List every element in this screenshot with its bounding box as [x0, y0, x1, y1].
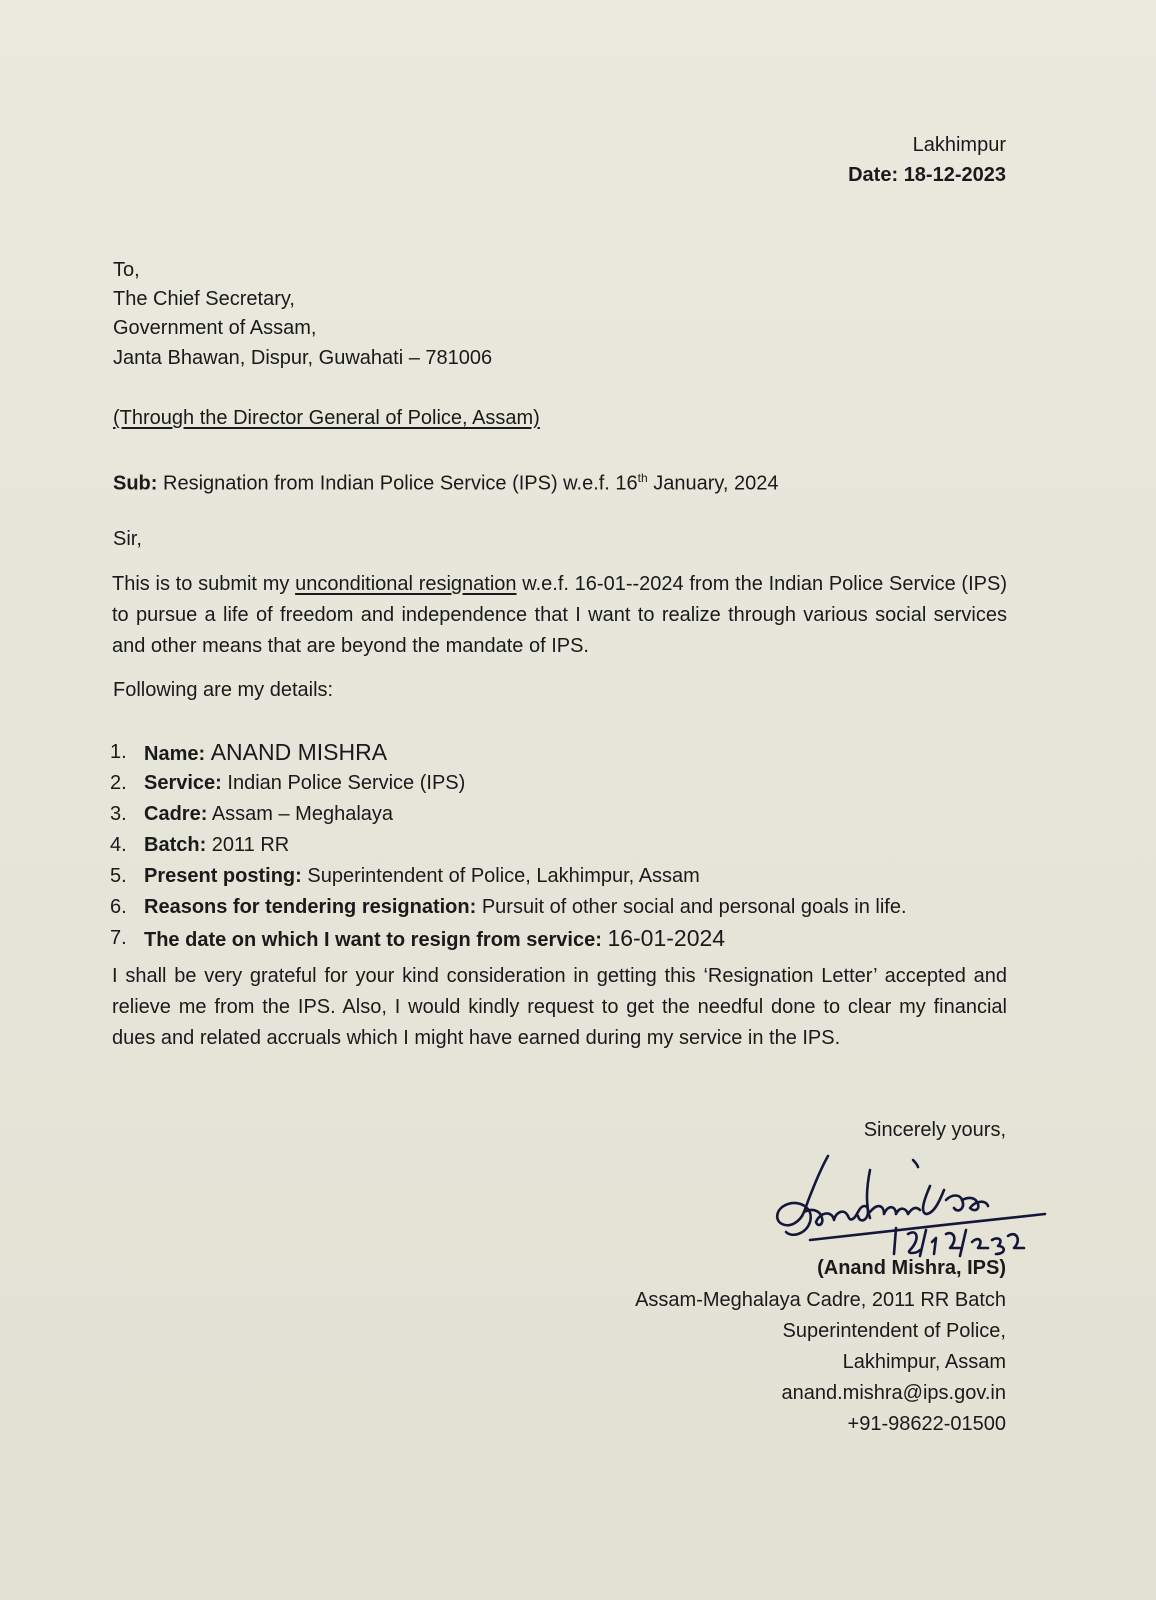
para1-underlined: unconditional resignation [295, 573, 517, 595]
list-number: 2. [110, 772, 127, 794]
body-paragraph-2: I shall be very grateful for your kind consideration in getting this ‘Resignation Letter’ accepted and relieve me from the IPS. Also, I would kindly request to get the needful done to clear my financial dues and related accruals which I might have earned during my service in the IPS. [112, 965, 1007, 1049]
details-list [110, 737, 907, 954]
subject-label: Sub: [113, 472, 158, 495]
list-number: 1. [110, 741, 127, 763]
list-item [110, 892, 907, 923]
list-item [110, 768, 907, 799]
list-number: 7. [110, 927, 127, 949]
detail-label: Cadre: [144, 803, 208, 825]
signoff-line-2: Superintendent of Police, [782, 1320, 1006, 1342]
signoff-closing: Sincerely yours, [863, 1119, 1006, 1141]
detail-label: Batch: [144, 834, 207, 856]
detail-value: Assam – Meghalaya [211, 803, 394, 825]
subject-superscript: th [637, 471, 648, 485]
signature-date [880, 1224, 885, 1248]
list-item [110, 861, 907, 892]
signature-icon [770, 1150, 1070, 1265]
address-line-1: The Chief Secretary, [113, 288, 295, 310]
list-number: 6. [110, 896, 127, 918]
signoff-line-3: Lakhimpur, Assam [842, 1351, 1006, 1373]
detail-value: ANAND MISHRA [210, 739, 388, 765]
list-item [110, 923, 907, 954]
signoff-line-1: Assam-Meghalaya Cadre, 2011 RR Batch [635, 1289, 1006, 1311]
date-value: 18-12-2023 [903, 164, 1006, 186]
detail-value: 16-01-2024 [607, 925, 726, 951]
date-label: Date: [848, 164, 899, 186]
greeting: Sir, [113, 528, 142, 550]
para1-start: This is to submit my [112, 573, 296, 595]
details-intro: Following are my details: [113, 679, 334, 701]
detail-label: The date on which I want to resign from service: [144, 929, 602, 951]
address-to: To, [113, 259, 140, 281]
list-number: 4. [110, 834, 127, 856]
list-item [110, 799, 907, 830]
detail-label: Reasons for tendering resignation: [144, 896, 477, 918]
through-line: (Through the Director General of Police, Assam) [113, 407, 540, 429]
subject-text-end: January, 2024 [647, 472, 779, 495]
address-line-2: Government of Assam, [113, 317, 317, 339]
detail-value: 2011 RR [211, 834, 290, 856]
subject-text: Resignation from Indian Police Service (IPS) w.e.f. 16 [163, 472, 638, 495]
list-number: 3. [110, 803, 127, 825]
detail-label: Service: [144, 772, 222, 794]
detail-value: Indian Police Service (IPS) [227, 772, 466, 794]
body-paragraph-1 [112, 569, 1007, 662]
detail-label: Name: [144, 743, 206, 765]
list-item [110, 830, 907, 861]
signoff-name-text: (Anand Mishra, IPS) [817, 1257, 1006, 1279]
list-item [110, 737, 907, 768]
detail-value: Superintendent of Police, Lakhimpur, Assam [307, 865, 700, 887]
detail-label: Present posting: [144, 865, 302, 887]
list-number: 5. [110, 865, 127, 887]
signoff-email: anand.mishra@ips.gov.in [781, 1382, 1006, 1404]
signature-text: Anandmishra [920, 1210, 926, 1211]
detail-value: Pursuit of other social and personal goals in life. [481, 896, 907, 918]
para1-end: w.e.f. 16-01--2024 from the Indian Police Service (IPS) to pursue a life of freedom and independence that I want to realize through various social services and other means that are beyond the mandate of IPS. [112, 573, 1007, 657]
letter-place: Lakhimpur [912, 134, 1006, 156]
signoff-name [817, 1256, 1006, 1280]
signoff-phone: +91-98622-01500 [847, 1413, 1006, 1435]
subject-line [113, 466, 779, 496]
letter-date [848, 163, 1006, 187]
address-line-3: Janta Bhawan, Dispur, Guwahati – 781006 [113, 347, 493, 369]
